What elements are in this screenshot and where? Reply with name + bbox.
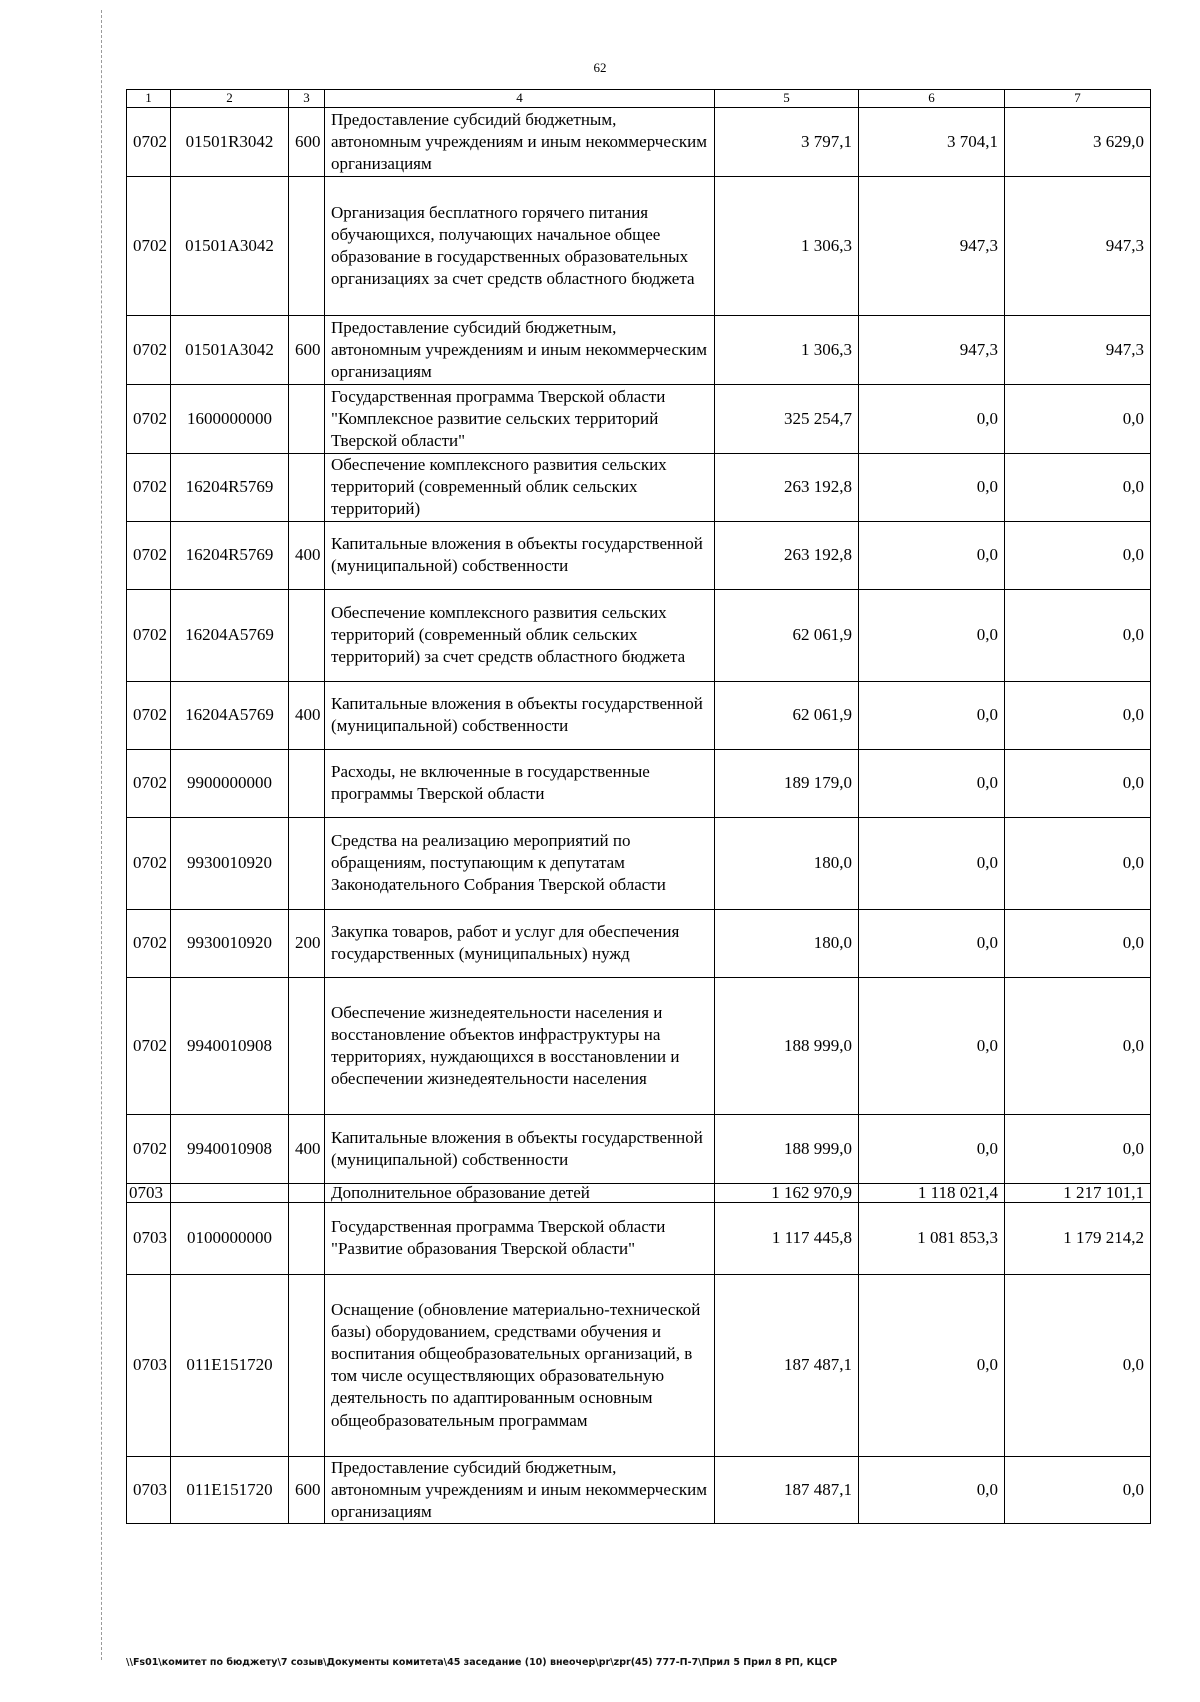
amount-col6: 0,0 xyxy=(859,453,1005,521)
amount-col6: 0,0 xyxy=(859,681,1005,749)
amount-col7: 0,0 xyxy=(1005,681,1151,749)
column-header-1: 1 xyxy=(127,90,171,108)
amount-col7: 0,0 xyxy=(1005,909,1151,977)
page-number: 62 xyxy=(593,60,607,75)
row-description: Обеспечение комплексного развития сельских территорий (современный облик сельских территорий) xyxy=(325,453,715,521)
amount-col7: 0,0 xyxy=(1005,521,1151,589)
expense-type-code xyxy=(289,749,325,817)
expense-type-code xyxy=(289,384,325,453)
expense-type-code xyxy=(289,589,325,681)
amount-col7: 3 629,0 xyxy=(1005,107,1151,176)
expense-type-code: 400 xyxy=(289,1114,325,1183)
row-description: Предоставление субсидий бюджетным, автономным учреждениям и иным некоммерческим организациям xyxy=(325,107,715,176)
header-row xyxy=(127,90,1151,108)
expense-type-code: 600 xyxy=(289,107,325,176)
table-row xyxy=(127,909,1151,977)
table-row xyxy=(127,589,1151,681)
amount-col6: 0,0 xyxy=(859,1456,1005,1523)
amount-col6: 0,0 xyxy=(859,909,1005,977)
column-header-7: 7 xyxy=(1005,90,1151,108)
amount-col5: 263 192,8 xyxy=(715,521,859,589)
amount-col7: 0,0 xyxy=(1005,749,1151,817)
target-article-code: 01501A3042 xyxy=(171,176,289,315)
amount-col7: 947,3 xyxy=(1005,176,1151,315)
target-article-code: 9930010920 xyxy=(171,817,289,909)
target-article-code: 16204R5769 xyxy=(171,453,289,521)
expense-type-code: 400 xyxy=(289,681,325,749)
amount-col6: 0,0 xyxy=(859,1274,1005,1456)
table-row xyxy=(127,107,1151,176)
budget-table xyxy=(126,89,1151,1524)
subtotal-row xyxy=(127,1183,1151,1202)
section-code: 0702 xyxy=(127,681,171,749)
section-code: 0702 xyxy=(127,384,171,453)
section-code: 0702 xyxy=(127,817,171,909)
amount-col6: 947,3 xyxy=(859,176,1005,315)
target-article-code: 1600000000 xyxy=(171,384,289,453)
row-description: Предоставление субсидий бюджетным, автономным учреждениям и иным некоммерческим организациям xyxy=(325,315,715,384)
table-row xyxy=(127,1202,1151,1274)
amount-col5: 62 061,9 xyxy=(715,589,859,681)
amount-col5: 180,0 xyxy=(715,909,859,977)
expense-type-code xyxy=(289,453,325,521)
row-description: Оснащение (обновление материально-технической базы) оборудованием, средствами обучения и воспитания общеобразовательных организаций, в том числе осуществляющих образовательную деятельность по адаптированным основным общеобразовательным программам xyxy=(325,1274,715,1456)
section-code: 0702 xyxy=(127,315,171,384)
amount-col5: 189 179,0 xyxy=(715,749,859,817)
table-row xyxy=(127,817,1151,909)
amount-col6: 0,0 xyxy=(859,521,1005,589)
table-row xyxy=(127,176,1151,315)
amount-col5: 180,0 xyxy=(715,817,859,909)
row-description: Капитальные вложения в объекты государственной (муниципальной) собственности xyxy=(325,521,715,589)
target-article-code: 011E151720 xyxy=(171,1456,289,1523)
table-row xyxy=(127,1114,1151,1183)
section-code: 0702 xyxy=(127,749,171,817)
amount-col7: 947,3 xyxy=(1005,315,1151,384)
amount-col6: 3 704,1 xyxy=(859,107,1005,176)
amount-col7: 1 179 214,2 xyxy=(1005,1202,1151,1274)
row-description: Государственная программа Тверской области "Развитие образования Тверской области" xyxy=(325,1202,715,1274)
expense-type-code xyxy=(289,977,325,1114)
section-code: 0702 xyxy=(127,977,171,1114)
section-code: 0703 xyxy=(127,1456,171,1523)
expense-type-code xyxy=(289,817,325,909)
section-code: 0702 xyxy=(127,453,171,521)
row-description: Государственная программа Тверской области "Комплексное развитие сельских территорий Тверской области" xyxy=(325,384,715,453)
amount-col5: 1 306,3 xyxy=(715,315,859,384)
amount-col7: 0,0 xyxy=(1005,589,1151,681)
target-article-code: 0100000000 xyxy=(171,1202,289,1274)
section-code: 0702 xyxy=(127,521,171,589)
row-description: Закупка товаров, работ и услуг для обеспечения государственных (муниципальных) нужд xyxy=(325,909,715,977)
amount-col7: 0,0 xyxy=(1005,977,1151,1114)
target-article-code: 16204A5769 xyxy=(171,681,289,749)
row-description: Капитальные вложения в объекты государственной (муниципальной) собственности xyxy=(325,681,715,749)
amount-col7: 0,0 xyxy=(1005,817,1151,909)
row-description: Дополнительное образование детей xyxy=(325,1183,715,1202)
section-code: 0703 xyxy=(127,1274,171,1456)
row-description: Обеспечение жизнедеятельности населения и восстановление объектов инфраструктуры на территориях, нуждающихся в восстановлении и обеспечении жизнедеятельности населения xyxy=(325,977,715,1114)
section-code: 0703 xyxy=(127,1183,171,1202)
table-row xyxy=(127,681,1151,749)
amount-col6: 947,3 xyxy=(859,315,1005,384)
amount-col7: 0,0 xyxy=(1005,384,1151,453)
target-article-code: 01501R3042 xyxy=(171,107,289,176)
target-article-code: 9940010908 xyxy=(171,977,289,1114)
expense-type-code: 400 xyxy=(289,521,325,589)
amount-col7: 1 217 101,1 xyxy=(1005,1183,1151,1202)
table-row xyxy=(127,977,1151,1114)
expense-type-code: 600 xyxy=(289,1456,325,1523)
table-row xyxy=(127,384,1151,453)
column-header-3: 3 xyxy=(289,90,325,108)
amount-col6: 1 118 021,4 xyxy=(859,1183,1005,1202)
expense-type-code xyxy=(289,1183,325,1202)
expense-type-code: 200 xyxy=(289,909,325,977)
amount-col7: 0,0 xyxy=(1005,453,1151,521)
amount-col6: 0,0 xyxy=(859,589,1005,681)
amount-col5: 62 061,9 xyxy=(715,681,859,749)
amount-col5: 188 999,0 xyxy=(715,977,859,1114)
target-article-code: 16204R5769 xyxy=(171,521,289,589)
table-row xyxy=(127,453,1151,521)
table-row xyxy=(127,749,1151,817)
target-article-code: 16204A5769 xyxy=(171,589,289,681)
target-article-code: 011E151720 xyxy=(171,1274,289,1456)
section-code: 0702 xyxy=(127,107,171,176)
amount-col6: 0,0 xyxy=(859,817,1005,909)
target-article-code xyxy=(171,1183,289,1202)
table-row xyxy=(127,315,1151,384)
amount-col5: 263 192,8 xyxy=(715,453,859,521)
expense-type-code xyxy=(289,1274,325,1456)
amount-col6: 0,0 xyxy=(859,1114,1005,1183)
column-header-4: 4 xyxy=(325,90,715,108)
footer-file-path: \\Fs01\комитет по бюджету\7 созыв\Документы комитета\45 заседание (10) внеочер\pr\zpr(45) 777-П-7\Прил 5 Прил 8 РП, КЦСР xyxy=(126,1657,838,1668)
amount-col5: 187 487,1 xyxy=(715,1274,859,1456)
section-code: 0702 xyxy=(127,176,171,315)
section-code: 0702 xyxy=(127,589,171,681)
amount-col5: 1 162 970,9 xyxy=(715,1183,859,1202)
column-header-2: 2 xyxy=(171,90,289,108)
amount-col6: 0,0 xyxy=(859,977,1005,1114)
table-row xyxy=(127,1456,1151,1523)
amount-col7: 0,0 xyxy=(1005,1274,1151,1456)
amount-col5: 187 487,1 xyxy=(715,1456,859,1523)
target-article-code: 9940010908 xyxy=(171,1114,289,1183)
section-code: 0703 xyxy=(127,1202,171,1274)
amount-col5: 188 999,0 xyxy=(715,1114,859,1183)
row-description: Средства на реализацию мероприятий по обращениям, поступающим к депутатам Законодательного Собрания Тверской области xyxy=(325,817,715,909)
row-description: Капитальные вложения в объекты государственной (муниципальной) собственности xyxy=(325,1114,715,1183)
column-header-6: 6 xyxy=(859,90,1005,108)
column-header-5: 5 xyxy=(715,90,859,108)
amount-col5: 1 117 445,8 xyxy=(715,1202,859,1274)
amount-col6: 1 081 853,3 xyxy=(859,1202,1005,1274)
row-description: Предоставление субсидий бюджетным, автономным учреждениям и иным некоммерческим организациям xyxy=(325,1456,715,1523)
section-code: 0702 xyxy=(127,1114,171,1183)
row-description: Расходы, не включенные в государственные программы Тверской области xyxy=(325,749,715,817)
expense-type-code xyxy=(289,1202,325,1274)
amount-col6: 0,0 xyxy=(859,384,1005,453)
target-article-code: 9900000000 xyxy=(171,749,289,817)
expense-type-code xyxy=(289,176,325,315)
target-article-code: 01501A3042 xyxy=(171,315,289,384)
section-code: 0702 xyxy=(127,909,171,977)
amount-col5: 325 254,7 xyxy=(715,384,859,453)
row-description: Организация бесплатного горячего питания обучающихся, получающих начальное общее образование в государственных образовательных организациях за счет средств областного бюджета xyxy=(325,176,715,315)
scan-edge-line xyxy=(101,10,102,1660)
amount-col5: 3 797,1 xyxy=(715,107,859,176)
table-row xyxy=(127,1274,1151,1456)
amount-col5: 1 306,3 xyxy=(715,176,859,315)
target-article-code: 9930010920 xyxy=(171,909,289,977)
table-row xyxy=(127,521,1151,589)
amount-col6: 0,0 xyxy=(859,749,1005,817)
expense-type-code: 600 xyxy=(289,315,325,384)
amount-col7: 0,0 xyxy=(1005,1456,1151,1523)
row-description: Обеспечение комплексного развития сельских территорий (современный облик сельских территорий) за счет средств областного бюджета xyxy=(325,589,715,681)
amount-col7: 0,0 xyxy=(1005,1114,1151,1183)
